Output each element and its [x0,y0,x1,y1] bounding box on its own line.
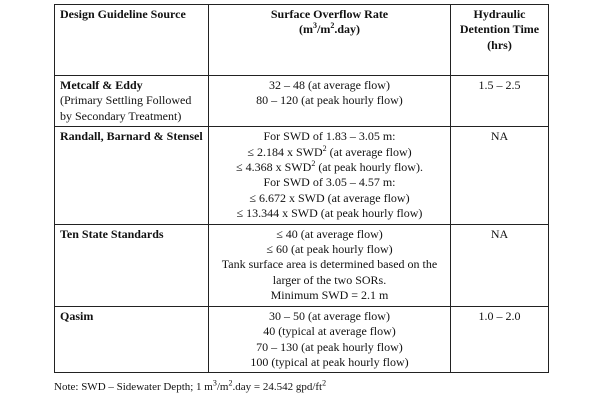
source-cell [55,306,209,373]
header-source: Design Guideline Source [55,5,209,76]
rate-cell: 30 – 50 (at average flow) 40 (typical at average flow) 70 – 130 (at peak hourly flow) 100 (typical at peak hourly flow) [209,306,451,373]
table-footnote: Note: SWD – Sidewater Depth; 1 $m^3/m^2.day = 24.542$ gpd/$ft^2$ [54,378,327,393]
header-rate-unit: $(m^3/m^2.day)$ [298,21,360,37]
table-row [55,76,549,127]
rate-cell: ≤ 40 (at average flow) ≤ 60 (at peak hourly flow) Tank surface area is determined based on the larger of the two SORs. Minimum SWD = 2.1 m [209,224,451,306]
header-rate-title: Surface Overflow Rate [270,7,389,21]
rate-cell: 32 – 48 (at average flow) 80 – 120 (at peak hourly flow) [209,76,451,127]
source-subtitle: (Primary Settling Followed by Secondary Treatment) [60,93,192,123]
source-name: Ten State Standards [60,226,164,241]
design-guideline-table [54,4,549,373]
header-surface-overflow-rate [209,5,451,76]
table-row [55,306,549,373]
rate-cell: For SWD of 1.83 – 3.05 m: ≤ 2.184 x SWD$^2$ (at average flow) ≤ 4.368 x SWD$^2$ (at peak hourly flow). For SWD of 3.05 – 4.57 m: ≤ 6.672 x SWD (at average flow) ≤ 13.344 x SWD (at peak hourly flow) [209,127,451,224]
table-row [55,127,549,224]
source-cell [55,224,209,306]
source-cell [55,76,209,127]
source-name: Randall, Barnard & Stensel [60,129,203,144]
detention-cell: NA [451,127,549,224]
table-row [55,224,549,306]
header-detention-time: Hydraulic Detention Time (hrs) [451,5,549,76]
header-row [55,5,549,76]
detention-cell: NA [451,224,549,306]
source-name: Qasim [60,308,94,323]
source-cell [55,127,209,224]
detention-cell: 1.5 – 2.5 [451,76,549,127]
source-name: Metcalf & Eddy [60,78,143,92]
detention-cell: 1.0 – 2.0 [451,306,549,373]
